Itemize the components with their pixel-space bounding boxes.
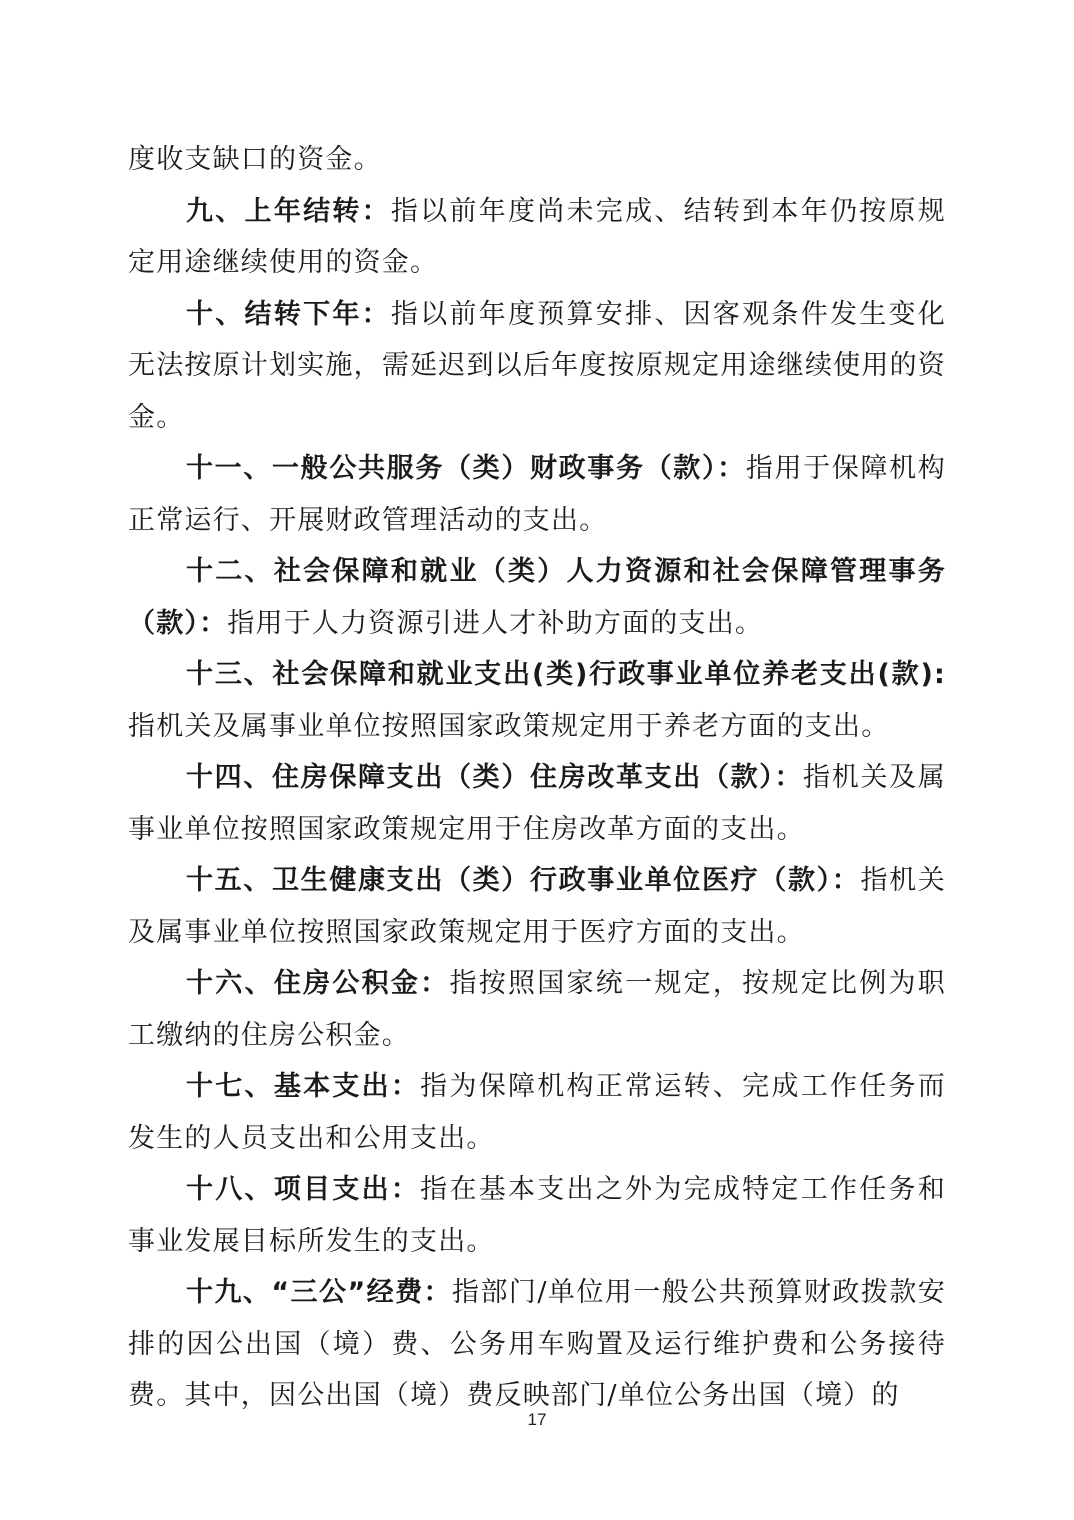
paragraph-term: 十一、一般公共服务（类）财政事务（款）： (186, 453, 746, 484)
paragraph-item-17 (128, 1061, 946, 1164)
paragraph-term: 十七、基本支出： (186, 1071, 421, 1102)
paragraph-text: 指为保障机构正常运转、完成工作任务而发生的人员支出和公用支出。 (128, 1071, 946, 1154)
document-body (128, 134, 946, 1422)
page-number: 17 (527, 1410, 547, 1429)
paragraph-term: 十、结转下年： (186, 298, 391, 330)
paragraph-item-15 (128, 855, 946, 958)
paragraph-term: 十二、社会保障和就业（类）人力资源和社会保障管理事务（款）： (128, 556, 946, 639)
paragraph-item-11 (128, 443, 946, 546)
paragraph-term: 十五、卫生健康支出（类）行政事业单位医疗（款）： (186, 865, 861, 896)
paragraph-term: 十三、社会保障和就业支出(类)行政事业单位养老支出(款): (186, 659, 946, 690)
paragraph-text: 指在基本支出之外为完成特定工作任务和事业发展目标所发生的支出。 (128, 1174, 946, 1257)
paragraph-term: 十六、住房公积金： (186, 968, 450, 999)
paragraph-term: 十四、住房保障支出（类）住房改革支出（款）： (186, 762, 804, 793)
paragraph-text: 指用于人力资源引进人才补助方面的支出。 (227, 607, 764, 639)
paragraph-term: 九、上年结转： (186, 195, 391, 227)
paragraph-text: 指以前年度尚未完成、结转到本年仍按原规定用途继续使用的资金。 (128, 195, 946, 278)
paragraph-item-19 (128, 1267, 946, 1422)
paragraph-text: 指机关及属事业单位按照国家政策规定用于住房改革方面的支出。 (128, 762, 947, 845)
paragraph-continuation (128, 134, 946, 186)
paragraph-text: 指用于保障机构正常运行、开展财政管理活动的支出。 (128, 453, 947, 536)
paragraph-text: 度收支缺口的资金。 (128, 144, 382, 175)
paragraph-term: 十九、“三公”经费： (186, 1277, 453, 1308)
paragraph-item-9 (128, 186, 946, 289)
paragraph-item-16 (128, 958, 946, 1061)
paragraph-text: 指按照国家统一规定，按规定比例为职工缴纳的住房公积金。 (128, 968, 946, 1051)
paragraph-text: 指机关及属事业单位按照国家政策规定用于医疗方面的支出。 (128, 865, 946, 948)
paragraph-item-18 (128, 1164, 946, 1267)
paragraph-item-10 (128, 289, 946, 444)
paragraph-term: 十八、项目支出： (186, 1174, 421, 1205)
paragraph-item-14 (128, 752, 946, 855)
paragraph-text: 指机关及属事业单位按照国家政策规定用于养老方面的支出。 (128, 710, 890, 742)
paragraph-text: 指以前年度预算安排、因客观条件发生变化无法按原计划实施，需延迟到以后年度按原规定用途继续使用的资金。 (128, 298, 946, 433)
paragraph-text: 指部门/单位用一般公共预算财政拨款安排的因公出国（境）费、公务用车购置及运行维护费和公务接待费。其中，因公出国（境）费反映部门/单位公务出国（境）的 (128, 1277, 946, 1411)
paragraph-item-13 (128, 649, 946, 752)
paragraph-item-12 (128, 546, 946, 649)
